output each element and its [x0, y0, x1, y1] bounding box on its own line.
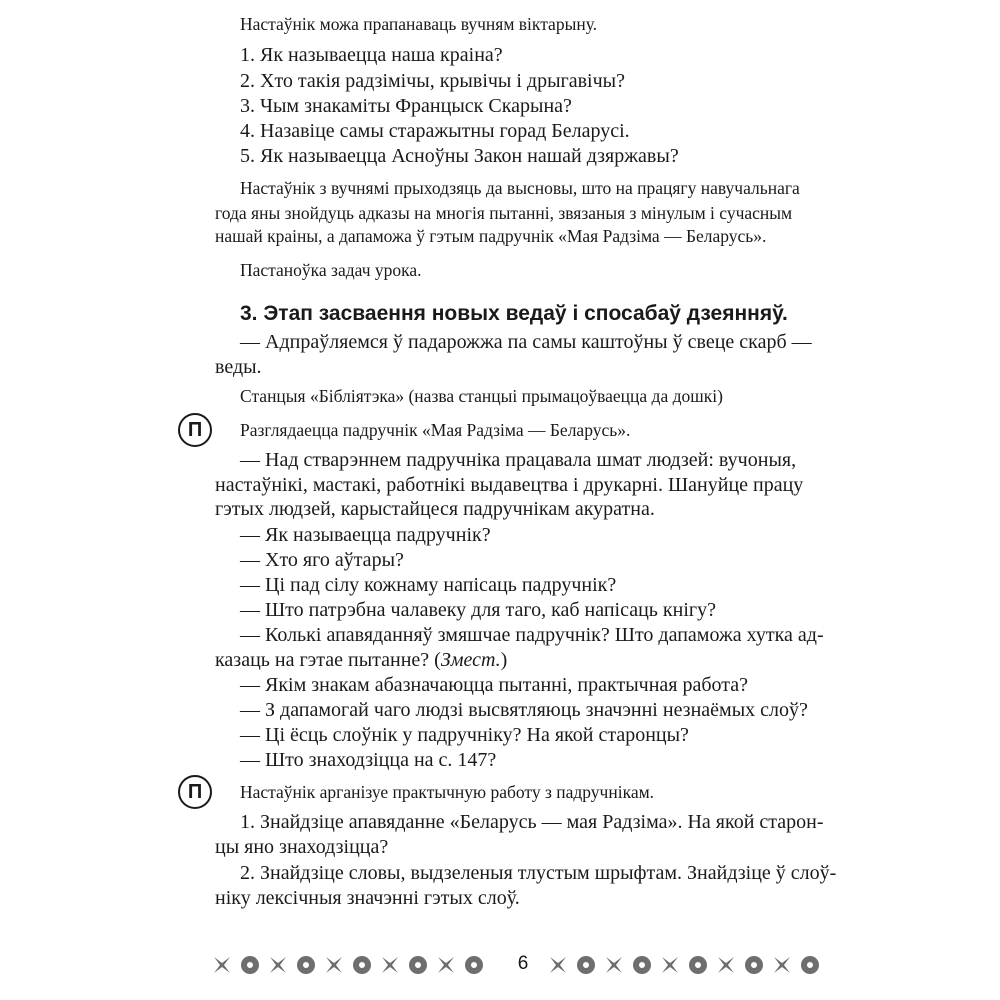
creation-line: — Над стварэннем падручніка працавала шмат людзей: вучоныя,: [240, 449, 797, 471]
practical-text: Настаўнік арганізуе практычную работу з падручнікам.: [240, 782, 655, 802]
creation-line: настаўнікі, мастакі, работнікі выдавецтва і друкарні. Шануйце працу: [215, 474, 804, 496]
page-number: 6: [517, 953, 529, 974]
task-line: 1. Знайдзіце апавяданне «Беларусь — мая Радзіма». На якой старон-: [240, 811, 824, 833]
quiz-item: 5. Як называецца Асноўны Закон нашай дзяржавы?: [240, 145, 679, 167]
question-line: — Ці ёсць слоўнік у падручніку? На якой старонцы?: [240, 724, 689, 746]
question-line: — Што знаходзіцца на с. 147?: [240, 749, 497, 771]
conclusion-line: нашай краіны, а дапаможа ў гэтым падручнік «Мая Радзіма — Беларусь».: [215, 226, 767, 246]
quiz-item: 2. Хто такія радзімічы, крывічы і дрыгавічы?: [240, 70, 625, 92]
textbook-view-text: Разглядаецца падручнік «Мая Радзіма — Беларусь».: [240, 420, 631, 440]
task-line: цы яно знаходзіцца?: [215, 836, 389, 858]
right-ornament-icon: [548, 950, 833, 980]
journey-line: — Адпраўляемся ў падарожжа па самы каштоўны ў свеце скарб —: [240, 331, 812, 353]
intro-text: Настаўнік можа прапанаваць вучням віктарыну.: [240, 14, 598, 34]
conclusion-line: Настаўнік з вучнямі прыходзяць да высновы, што на працягу навучальнага: [240, 178, 800, 198]
question-line: — Ці пад сілу кожнаму напісаць падручнік?: [240, 574, 617, 596]
stage-heading: 3. Этап засваення новых ведаў і спосабаў дзеянняў.: [240, 302, 788, 325]
quiz-item: 3. Чым знакаміты Францыск Скарына?: [240, 95, 572, 117]
contents-italic: Змест.: [440, 649, 501, 671]
task-line: 2. Знайдзіце словы, выдзеленыя тлустым шрыфтам. Знайдзіце ў слоў-: [240, 862, 837, 884]
question-line: — Што патрэбна чалавеку для таго, каб напісаць кнігу?: [240, 599, 716, 621]
question-line-continued: [215, 649, 507, 672]
practical-marker-icon: П: [178, 775, 212, 809]
question-line: — З дапамогай чаго людзі высвятляюць значэнні незнаёмых слоў?: [240, 699, 808, 721]
conclusion-line: года яны знойдуць адказы на многія пытанні, звязаныя з мінулым і сучасным: [215, 203, 793, 223]
station-text: Станцыя «Бібліятэка» (назва станцыі прымацоўваецца да дошкі): [240, 386, 723, 406]
question-line: — Колькі апавяданняў змяшчае падручнік? Што дапаможа хутка ад-: [240, 624, 824, 646]
left-ornament-icon: [212, 950, 497, 980]
question-cont-close: ): [500, 649, 508, 671]
task-setting: Пастаноўка задач урока.: [240, 260, 422, 280]
question-line: — Як называецца падручнік?: [240, 524, 491, 546]
journey-line: веды.: [215, 356, 262, 378]
task-line: ніку лексічныя значэнні гэтых слоў.: [215, 887, 520, 909]
quiz-item: 1. Як называецца наша краіна?: [240, 44, 503, 66]
quiz-item: 4. Назавіце самы старажытны горад Беларусі.: [240, 120, 630, 142]
question-cont-text: казаць на гэтае пытанне? (: [215, 649, 441, 671]
question-line: — Хто яго аўтары?: [240, 549, 404, 571]
question-line: — Якім знакам абазначаюцца пытанні, практычная работа?: [240, 674, 749, 696]
practical-marker-icon: П: [178, 413, 212, 447]
creation-line: гэтых людзей, карыстайцеся падручнікам акуратна.: [215, 498, 655, 520]
